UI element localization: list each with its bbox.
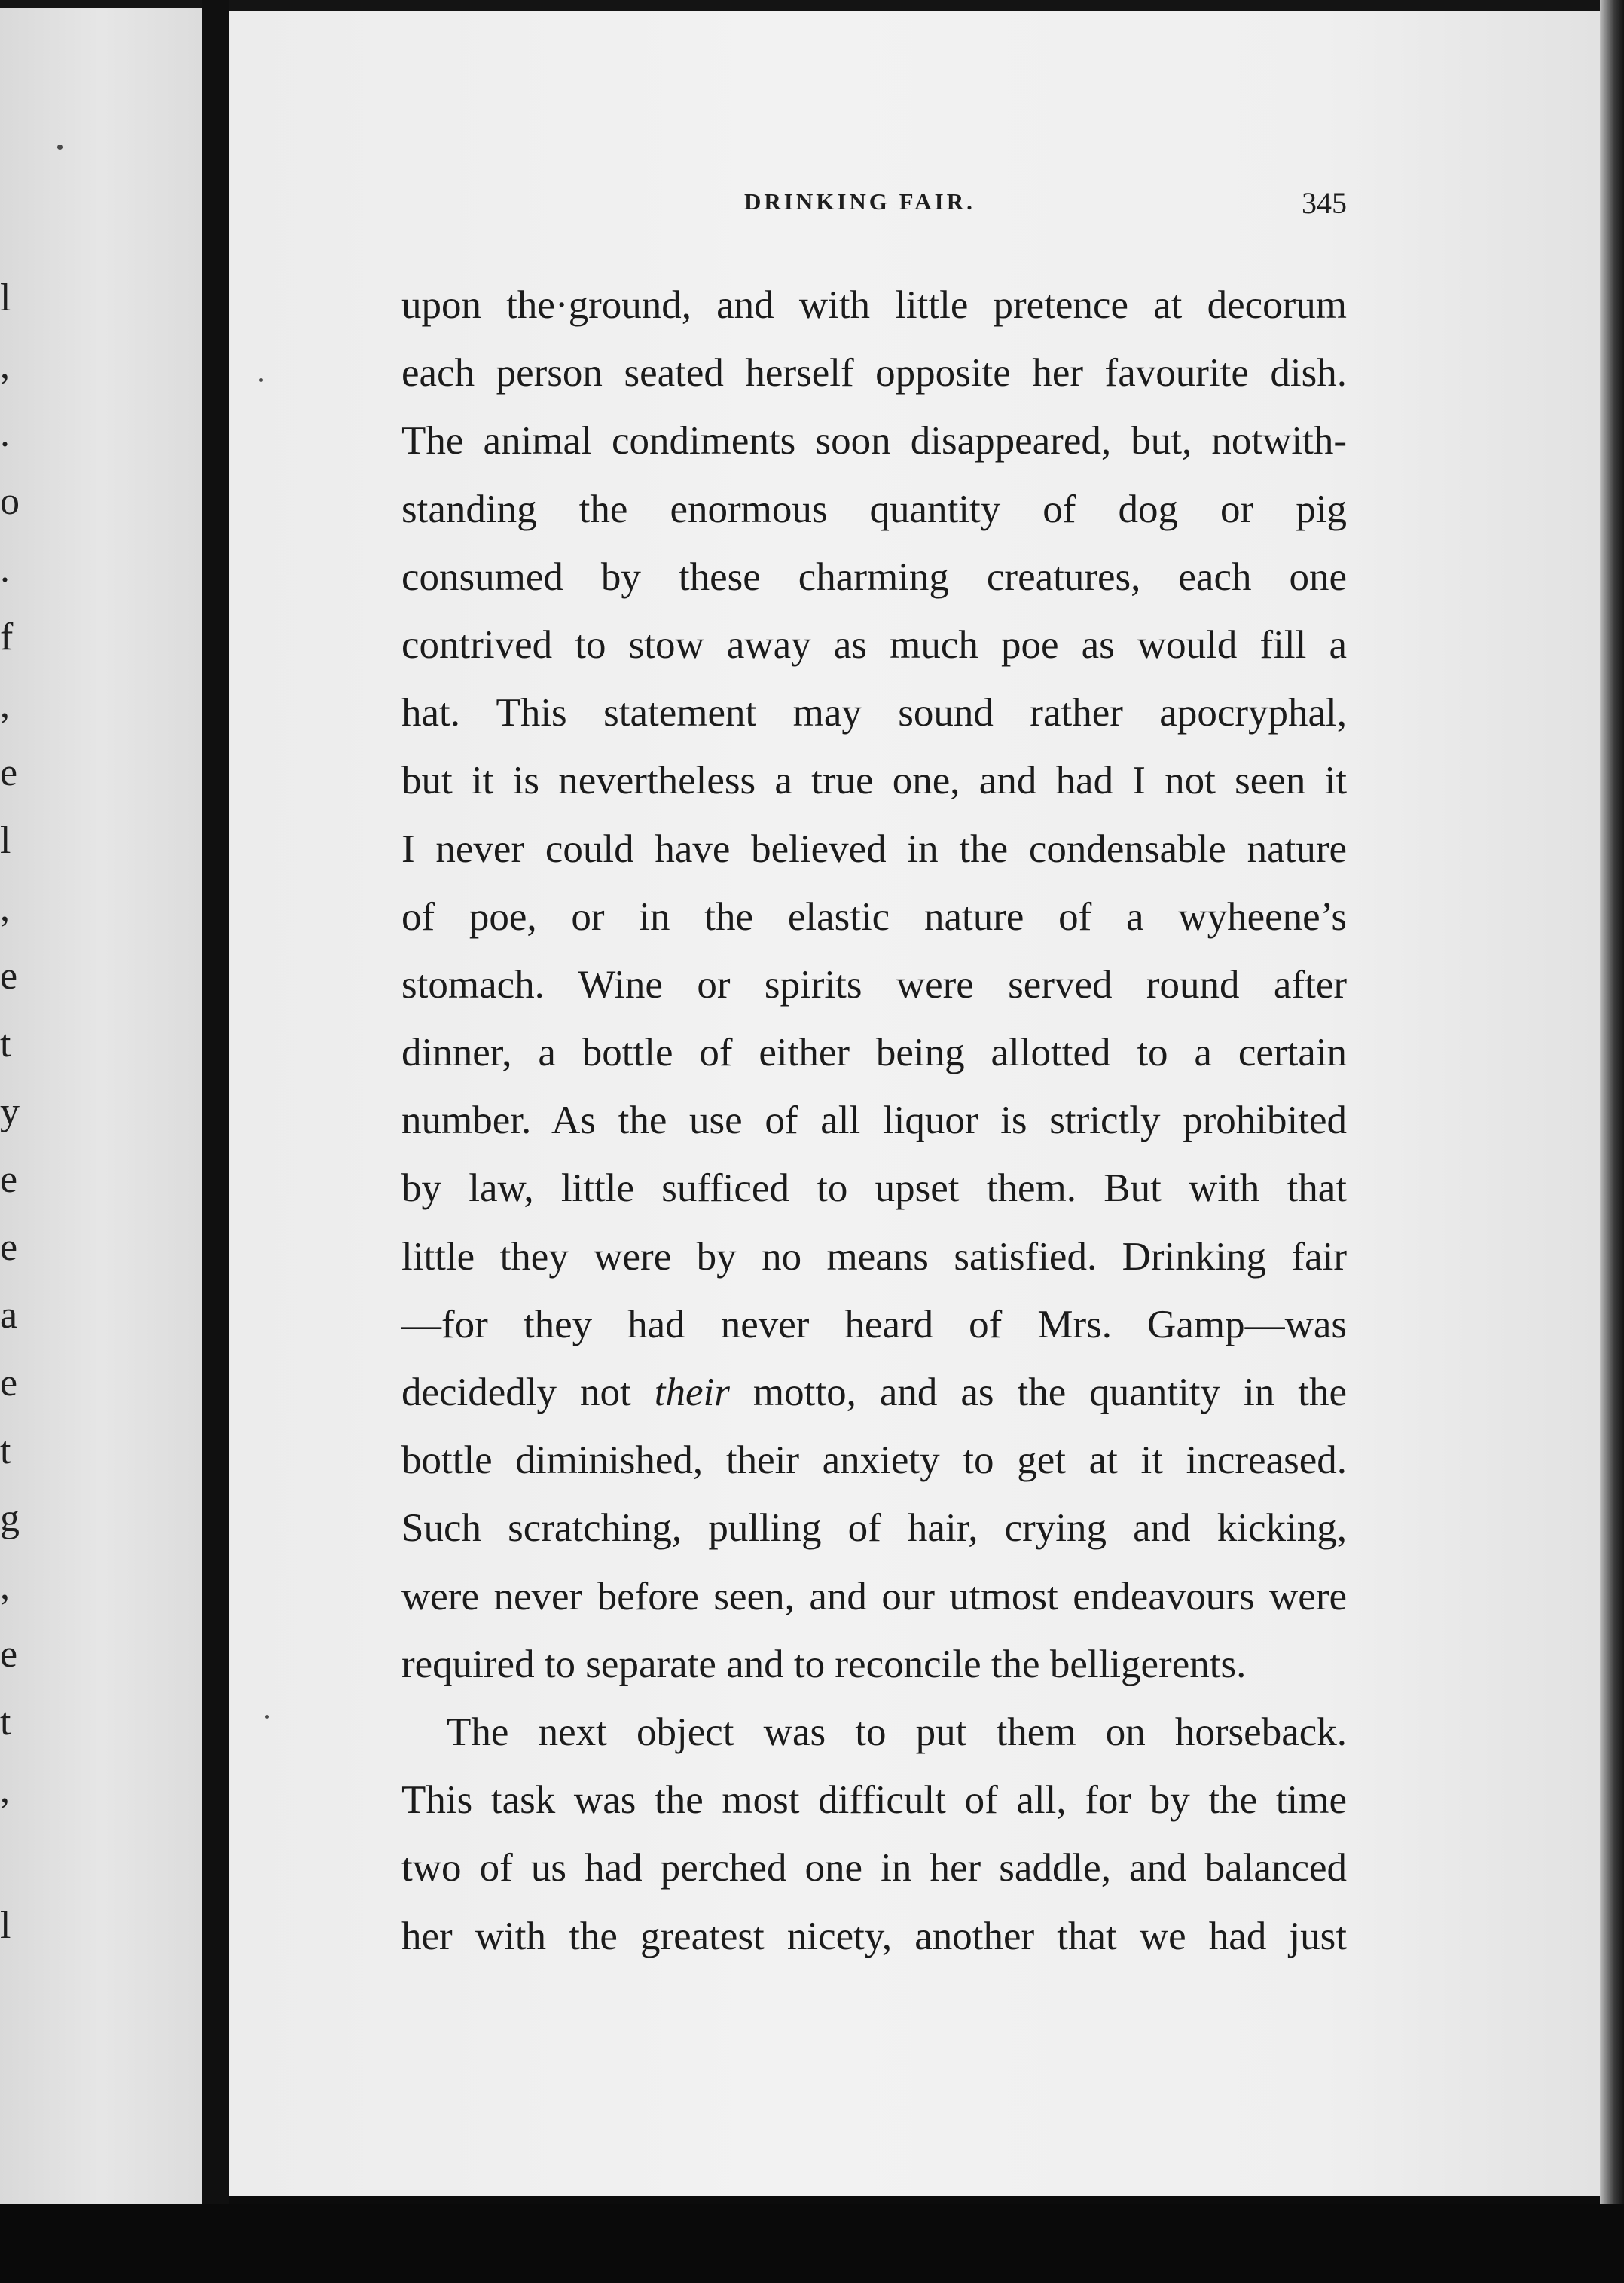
text-line: The animal condiments soon disappeared, but, notwith- <box>401 419 1347 463</box>
running-head <box>744 188 1347 234</box>
left-margin-fragment: o <box>0 480 20 523</box>
text-line: by law, little sufficed to upset them. But with that <box>401 1166 1347 1211</box>
left-margin-fragment: e <box>0 1158 18 1201</box>
text-line: standing the enormous quantity of dog or pig <box>401 487 1347 531</box>
text-line: The next object was to put them on horseback. <box>447 1710 1347 1754</box>
left-margin-fragment: , <box>0 344 10 387</box>
text-line: each person seated herself opposite her favourite dish. <box>401 351 1347 396</box>
text-line: Such scratching, pulling of hair, crying and kicking, <box>401 1506 1347 1551</box>
book-gutter <box>202 0 229 2204</box>
paper-speck <box>57 145 63 150</box>
left-margin-fragment: t <box>0 1022 11 1065</box>
text-line: were never before seen, and our utmost endeavours were <box>401 1574 1347 1618</box>
scan-bottom-border <box>0 2204 1624 2283</box>
text-line: but it is nevertheless a true one, and had I not seen it <box>401 759 1347 803</box>
text-line: upon the·ground, and with little pretence at decorum <box>401 283 1347 327</box>
text-line: stomach. Wine or spirits were served round after <box>401 962 1347 1007</box>
text-line: two of us had perched one in her saddle, and balanced <box>401 1846 1347 1890</box>
text-line: her with the greatest nicety, another that we had just <box>401 1914 1347 1958</box>
left-margin-fragment: e <box>0 1633 18 1676</box>
text-line: little they were by no means satisfied. Drinking fair <box>401 1234 1347 1279</box>
left-margin-fragment: g <box>0 1497 20 1540</box>
left-margin-fragment: , <box>0 683 10 726</box>
left-margin-fragment: t <box>0 1701 11 1744</box>
left-margin-fragment: . <box>0 548 10 591</box>
text-span: decidedly not <box>401 1371 631 1414</box>
left-margin-fragment: , <box>0 1768 10 1811</box>
text-line: number. As the use of all liquor is strictly prohibited <box>401 1099 1347 1143</box>
left-margin-fragment: e <box>0 1226 18 1269</box>
right-page-edge <box>1600 0 1624 2204</box>
text-line: hat. This statement may sound rather apocryphal, <box>401 691 1347 735</box>
left-page <box>0 8 202 2204</box>
left-margin-fragment: l <box>0 1904 11 1947</box>
left-margin-fragment: y <box>0 1090 20 1133</box>
page-number: 345 <box>1302 186 1347 220</box>
body-text <box>401 271 1347 1970</box>
left-margin-fragment: l <box>0 277 11 319</box>
text-line: required to separate and to reconcile the belligerents. <box>401 1642 1247 1686</box>
text-line: of poe, or in the elastic nature of a wyheene’s <box>401 894 1347 939</box>
left-margin-fragment: a <box>0 1294 18 1337</box>
left-margin-fragment: t <box>0 1429 11 1472</box>
text-line: bottle diminished, their anxiety to get at it increased. <box>401 1438 1347 1483</box>
italic-word: their <box>654 1371 730 1414</box>
running-title: DRINKING FAIR. <box>744 188 975 215</box>
text-line: —for they had never heard of Mrs. Gamp—was <box>401 1302 1347 1346</box>
text-line: consumed by these charming creatures, each one <box>401 555 1347 599</box>
left-margin-fragment: l <box>0 819 11 862</box>
text-line: This task was the most difficult of all, for by the time <box>401 1778 1347 1823</box>
paper-speck <box>265 1715 269 1719</box>
left-margin-fragment: . <box>0 412 10 455</box>
text-line: I never could have believed in the condensable nature <box>401 827 1347 871</box>
left-margin-fragment: f <box>0 616 14 659</box>
text-span: motto, and as the quantity in the <box>752 1371 1348 1414</box>
left-margin-fragment: e <box>0 751 18 794</box>
left-margin-fragment: , <box>0 1565 10 1608</box>
text-line <box>401 1358 1347 1426</box>
left-margin-fragment: e <box>0 955 18 998</box>
left-margin-fragment: e <box>0 1362 18 1404</box>
text-line: dinner, a bottle of either being allotted to a certain <box>401 1031 1347 1075</box>
paper-speck <box>259 378 263 382</box>
left-margin-fragment: , <box>0 887 10 930</box>
text-line: contrived to stow away as much poe as would fill a <box>401 622 1347 667</box>
